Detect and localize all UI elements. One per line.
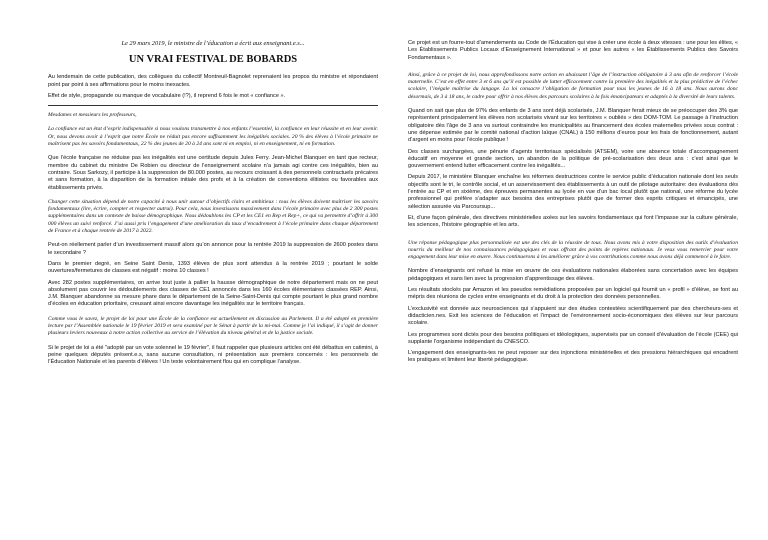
response-paragraph-3: Dans le premier degré, en Seine Saint Denis, 1393 élèves de plus sont attendus à la rentrée 2019 ; pourtant le solde ouvertures/fermetures de classes est négatif : moins 10 classes ! bbox=[48, 260, 378, 275]
document-title: UN VRAI FESTIVAL DE BOBARDS bbox=[128, 54, 298, 66]
response-paragraph-2: Peut-on réellement parler d’un investissement massif alors qu’on annonce pour la rentrée 2019 la suppression de 2600 postes dans le secondaire ? bbox=[48, 242, 378, 256]
response-paragraph-13: L’exclusivité est donnée aux neurosciences qui s’appuient sur des études contestées scientifiquement par des chercheurs-ses et didacticien.nes. Exit les sciences de l’éducation et l’impact de l’environnement socio-économiques des élèves sur leur parcours scolaire. bbox=[408, 305, 738, 327]
left-column bbox=[48, 40, 378, 371]
response-paragraph-9: Depuis 2017, le ministère Blanquer enchaîne les réformes destructrices contre le service public d’éducation nationale dont les seuls objectifs sont le tri, le contrôle social, et un asservissement des établissements à un outil de pilotage autoritaire: des évaluations dès l’entrée au CP et en sixième, des épreuves permanentes au lycée en vue d’un bac local plutôt que national, une réforme du lycée professionnel qui préfère s’adapter aux besoins des entreprises plutôt que de former des esprits critiques et émancipés, une sélection assurée via Parcoursup... bbox=[408, 174, 738, 210]
minister-quote-2: Changer cette situation dépend de notre capacité à nous unir autour d’objectifs clairs et ambitieux : tous les élèves doivent maîtriser les savoirs fondamentaux (lire, écrire, compter et respecter autrui). Pour cela, nous investissons massivement dans l’école primaire avec plus de 2 300 postes supplémentaires dans un contexte de baisse démographique. Nous dédoublons les CP et les CE1 en Rep et Rep+, ce qui va permettre d’offrir à 300 000 élèves un suivi renforcé. J’ai aussi pris l’engagement d’une amélioration du taux d’encadrement à l’école primaire dans chaque département de France et à chaque rentrée de 2017 à 2022. bbox=[48, 198, 378, 235]
response-paragraph-12: Les résultats stockés par Amazon et les pseudos remédiations proposées par un logiciel qui fournit un « profil » d’élève, se font au mépris des réunions de cycles entre enseignants et du droit à la protection des données personnelles. bbox=[408, 287, 738, 301]
minister-quote-1: La confiance est un état d’esprit indispensable si nous voulons transmettre à nos enfants l’essentiel, la confiance en leur réussite et en leur avenir. Or, nous devons avoir à l’esprit que notre École ne réduit pas encore suffisamment les inégalités sociales. 20 % des élèves à l’école primaire ne maîtrisent pas les savoirs fondamentaux, 22 % des jeunes de 20 à 24 ans sont ni en emploi, ni en enseignement, ni en formation. bbox=[48, 126, 378, 148]
header-line: Le 29 mars 2019, le ministre de l’éducation a écrit aux enseignant.e.s... bbox=[121, 40, 305, 47]
salutation: Mesdames et messieurs les professeurs, bbox=[48, 112, 137, 119]
response-paragraph-8: Des classes surchargées, une pénurie d’agents territoriaux spécialisés (ATSEM), voire une absence totale d’accompagnement éducatif en moyenne et grande section, un abandon de la politique de pré-scolarisation des deux ans : c’est ainsi que le gouvernement entend lutter efficacement contre les inégalités... bbox=[408, 148, 738, 170]
response-paragraph-5: Si le projet de loi a été "adopté par un vote solennel le 19 février", il faut rappeler que plusieurs articles ont été débattus en catimini, à peine quelques députés présent.e.s, sans aucune consultation, ni présentation aux premiers concernés : les personnels de l’Éducation Nationale et les parents d’élèves ! Un texte volontairement flou qui en complique l’analyse. bbox=[48, 344, 378, 366]
response-paragraph-15: L’engagement des enseignants-tes ne peut reposer sur des injonctions ministérielles et des pressions hiérarchiques qui encadrent les pratiques et limitent leur liberté pédagogique. bbox=[408, 350, 738, 364]
minister-quote-4: Ainsi, grâce à ce projet de loi, nous approfondissons notre action en abaissant l’âge de l’instruction obligatoire à 3 ans afin de renforcer l’école maternelle. C’est en effet entre 3 et 6 ans qu’il est possible de lutter efficacement contre la première des inégalités et la plus prédictive de l’échec scolaire, l’inégale maîtrise du langage. La loi consacre l’obligation de formation pour tous les jeunes de 16 à 18 ans. Nous aurons donc désormais, de 3 à 18 ans, le cadre pour offrir à nos élèves des parcours scolaires à la fois émancipateurs et adaptés à la diversité de leurs talents. bbox=[408, 71, 738, 100]
right-column bbox=[408, 40, 738, 369]
response-paragraph-1: Que l’école française ne réduise pas les inégalités est une certitude depuis Jules Ferry. Jean-Michel Blanquer en tant que recteur, membre du cabinet du ministre De Robien ou directeur de l’enseignement scolaire n’a jamais agi contre ces inégalités, bien au contraire. Sous Sarkozy, il participe à la suppression de 80.000 postes, au recours croissant à des personnels contractuels précaires et sans formation, à la disparition de la formation initiale des profs et à la création de conventions élitistes ou favorables aux établissements privés. bbox=[48, 155, 378, 191]
separator-rule bbox=[48, 105, 378, 106]
response-paragraph-11: Nombre d’enseignants ont refusé la mise en œuvre de ces évaluations nationales élaborées sans concertation avec les équipes pédagogiques et sans lien avec la progression d’apprentissage des élèves. bbox=[408, 268, 738, 282]
intro-paragraph-1: Au lendemain de cette publication, des collègues du collectif Montreuil-Bagnolet reprenaient les propos du ministre et répondaient point par point à ses affirmations pour le moins inexactes. bbox=[48, 74, 378, 88]
response-paragraph-14: Les programmes sont dictés pour des besoins politiques et idéologiques, supervisés par un conseil d’évaluation de l’école (CEE) qui supplante l’organisme indépendant du CNESCO. bbox=[408, 331, 738, 345]
response-paragraph-6: Ce projet est un fourre-tout d’amendements au Code de l’Éducation qui vise à créer une école à deux vitesses : une pour les élites, « Les Établissements Publics Locaux d’Enseignement International » et pour les autres « les Établissements Publics des Savoirs Fondamentaux ». bbox=[408, 40, 738, 61]
response-paragraph-4: Avec 282 postes supplémentaires, on arrive tout juste à pallier la hausse démographique de notre département mais on ne peut absolument pas couvrir les dédoublements des classes de CE1 annoncés dans les 160 écoles élémentaires classées REP. Ainsi, J.M. Blanquer abandonne sa mesure phare dans le département de la Seine-Saint-Denis qui compte pourtant le plus grand nombre d’écoles en éducation prioritaire, creusant ainsi encore davantage les inégalités sur le territoire français. bbox=[48, 279, 378, 308]
response-paragraph-7: Quand on sait que plus de 97% des enfants de 3 ans sont déjà scolarisés, J.M. Blanquer ferait mieux de se préoccuper des 3% que représentent principalement les élèves non scolarisés vivant sur les territoires « oubliés » des DOM-TOM. Le passage à l’instruction obligatoire dès l’âge de 3 ans va surtout contraindre les municipalités au financement des écoles maternelles privées sous contrat : une dépense estimée par le comité national d’action laïque (CNAL) à 150 millions d’euros pour les frais de fonctionnement, autant d’argent en moins pour l’école publique ! bbox=[408, 108, 738, 144]
intro-paragraph-2: Effet de style, propagande ou manque de vocabulaire (!?), il reprend 6 fois le mot « confiance ». bbox=[48, 92, 286, 99]
minister-quote-3: Comme vous le savez, le projet de loi pour une École de la confiance est actuellement en discussion au Parlement. Il a été adopté en première lecture par l’Assemblée nationale le 19 février 2019 et sera examiné par le Sénat à partir de la mi-mai. Comme je l’ai indiqué, il s’agit de donner plusieurs leviers nouveaux à notre action collective au service de l’élévation du niveau général et de la justice sociale. bbox=[48, 315, 378, 337]
response-paragraph-10: Et, d’une façon générale, des directives ministérielles axées sur les savoirs fondamentaux qui font l’impasse sur la culture générale, les sciences, l’histoire géographie et les arts. bbox=[408, 214, 738, 229]
minister-quote-5: Une réponse pédagogique plus personnalisée est une des clés de la réussite de tous. Nous avons mis à votre disposition des outils d’évaluation nourris du meilleur de nos connaissances pédagogiques et vous offrant des points de repères nationaux. Je veux vous remercier pour votre engagement dans leur mise en œuvre. Nous continuerons à les améliorer grâce à vos contributions comme nous avons déjà commencé à le faire. bbox=[408, 239, 738, 261]
